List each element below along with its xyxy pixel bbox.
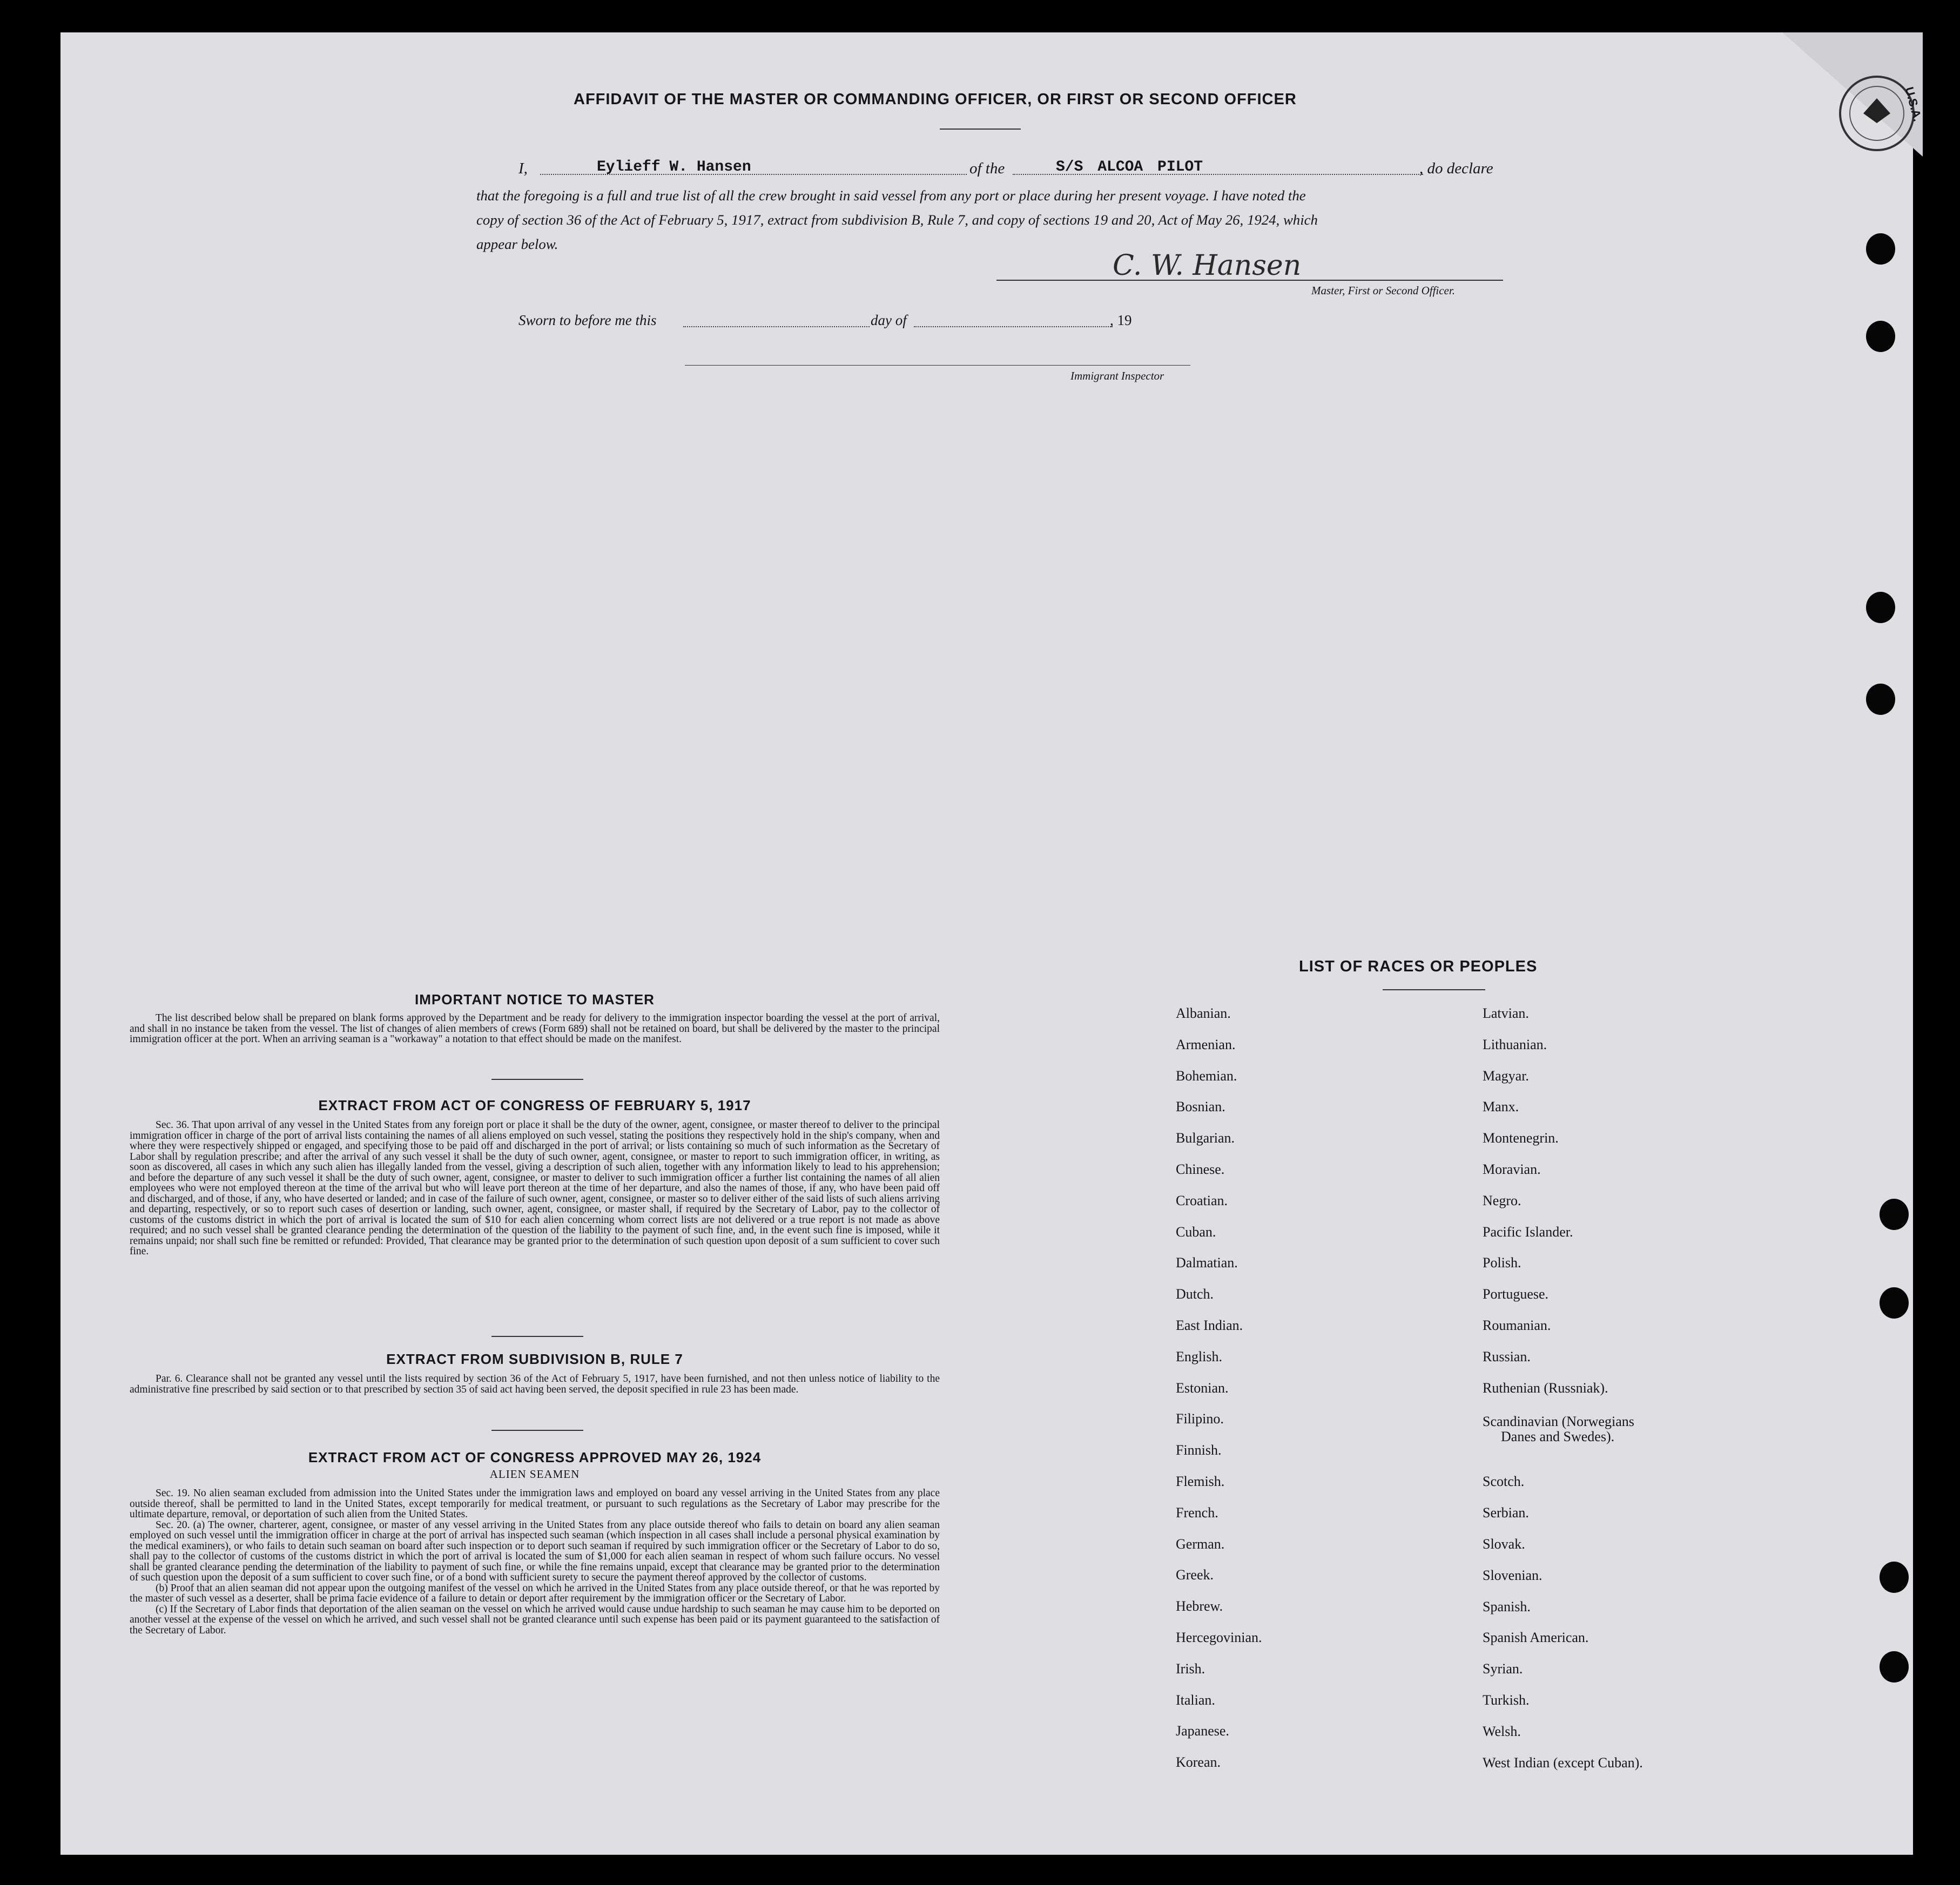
race-item: Chinese. <box>1176 1161 1225 1177</box>
declaration-line-2: copy of section 36 of the Act of February 5, 1917, extract from subdivision B, Rule 7, and copy of sections 19 and 20, Act of May 26, 1924, which <box>476 212 1318 228</box>
race-item: Turkish. <box>1483 1692 1530 1708</box>
race-item: French. <box>1176 1504 1218 1521</box>
races-left-column <box>1176 998 1262 1778</box>
declaration-line-3: appear below. <box>476 236 558 252</box>
race-item: German. <box>1176 1536 1225 1552</box>
race-item: West Indian (except Cuban). <box>1483 1754 1643 1771</box>
act-1917-paragraph: Sec. 36. That upon arrival of any vessel in the United States from any foreign port or place it shall be the duty of the owner, agent, consignee, or master thereof to deliver to the principal immigration officer in charge of the port of arrival lists containing the names of all aliens employed on such vessel, stating the positions they respectively hold in the ship's company, when and where they were respectively shipped or engaged, and specifying those to be paid off and discharged in the port of arrival; or lists containing so much of such information as the Secretary of Labor shall by regulation prescribe; and after the arrival of any such vessel it shall be the duty of such owner, agent, consignee, or master to report to such immigration officer, in writing, as soon as discovered, all cases in which any such alien has illegally landed from the vessel, giving a description of such alien, together with any information likely to lead to his apprehension; and before the departure of any such vessel it shall be the duty of such owner, agent, consignee, or master to deliver to such immigration officer a further list containing the names of all alien employees who were not employed thereon at the time of the arrival but who will leave port thereon at the time of her departure, and also the names of those, if any, who have been paid off and discharged, and of those, if any, who have deserted or landed; and in case of the failure of such owner, agent, consignee, or master so to deliver either of the said lists of such aliens arriving and departing, respectively, or so to report such cases of desertion or landing, such owner, agent, consignee, or master shall, if required by the Secretary of Labor, pay to the collector of customs of the customs district in which the port of arrival is located the sum of $10 for each alien concerning whom correct lists are not delivered or a true report is not made as above required; and no such vessel shall be granted clearance pending the determination of the question of the liability to the payment of such fine, and, in the event such fine is imposed, while it remains unpaid; nor shall such fine be remitted or refunded: Provided, That clearance may be granted prior to the determination of such question upon deposit of a sum sufficient to cover such fine. <box>130 1119 940 1257</box>
race-item: Bosnian. <box>1176 1099 1225 1115</box>
sworn-month-line <box>914 326 1113 327</box>
race-item: Magyar. <box>1483 1068 1529 1084</box>
inspector-caption: Immigrant Inspector <box>1070 369 1164 382</box>
sworn-day-line <box>683 326 870 327</box>
divider-1 <box>491 1079 583 1080</box>
race-item: Bulgarian. <box>1176 1130 1235 1146</box>
race-item: Bohemian. <box>1176 1068 1237 1084</box>
act-1924-title: EXTRACT FROM ACT OF CONGRESS APPROVED MAY 26, 1924 <box>308 1449 762 1465</box>
race-item: Pacific Islander. <box>1483 1224 1573 1240</box>
race-item: Montenegrin. <box>1483 1130 1559 1146</box>
punch-hole <box>1880 1287 1909 1319</box>
year-label: , 19 <box>1110 312 1132 328</box>
race-item: Spanish American. <box>1483 1630 1589 1646</box>
race-item: Estonian. <box>1176 1380 1229 1396</box>
sec-20b-paragraph: (b) Proof that an alien seaman did not appear upon the outgoing manifest of the vessel on which he arrived in the United States from any place outside thereof, or that he was reported by the master of such vessel as a deserter, shall be prima facie evidence of a failure to detain or deport after requirement by the immigration officer or the Secretary of Labor. <box>130 1582 940 1604</box>
punch-hole <box>1866 684 1895 715</box>
race-item: Slovenian. <box>1483 1567 1543 1583</box>
divider-3 <box>491 1430 583 1431</box>
rule-7-title: EXTRACT FROM SUBDIVISION B, RULE 7 <box>386 1351 683 1367</box>
races-divider <box>1383 989 1485 990</box>
race-item: East Indian. <box>1176 1317 1243 1333</box>
master-name-field: Eylieff W. Hansen <box>597 159 751 175</box>
day-of-label: day of <box>871 312 907 328</box>
race-item: Hercegovinian. <box>1176 1629 1262 1645</box>
race-item: Korean. <box>1176 1754 1221 1771</box>
punch-hole <box>1866 592 1895 623</box>
punch-hole <box>1866 321 1895 352</box>
race-item: Welsh. <box>1483 1723 1521 1739</box>
race-item: Scandinavian (Norwegians <box>1483 1414 1634 1430</box>
title-divider <box>940 129 1021 130</box>
divider-2 <box>491 1336 583 1337</box>
i-label: I, <box>518 160 528 177</box>
punch-hole <box>1866 233 1895 265</box>
race-item: Syrian. <box>1483 1661 1523 1677</box>
stamp-seal-icon <box>1782 32 1923 157</box>
signature-line <box>996 280 1503 281</box>
act-1924-text <box>130 1488 940 1636</box>
races-right-column <box>1483 998 1643 1778</box>
rule-7-text <box>130 1374 940 1395</box>
race-item: Polish. <box>1483 1255 1521 1271</box>
race-item: Irish. <box>1176 1660 1205 1677</box>
act-1917-title: EXTRACT FROM ACT OF CONGRESS OF FEBRUARY 5, 1917 <box>318 1097 751 1113</box>
race-item: Moravian. <box>1483 1161 1541 1177</box>
act-1917-text <box>130 1120 940 1257</box>
race-item: English. <box>1176 1348 1222 1364</box>
race-item: Albanian. <box>1176 1005 1231 1021</box>
inspector-signature-line <box>685 365 1190 366</box>
race-item: Italian. <box>1176 1692 1215 1708</box>
race-item: Spanish. <box>1483 1598 1531 1614</box>
race-item: Manx. <box>1483 1099 1519 1115</box>
race-item: Portuguese. <box>1483 1286 1549 1302</box>
race-item: Slovak. <box>1483 1536 1525 1552</box>
do-declare-label: , do declare <box>1419 160 1493 177</box>
stamp-text: U.S.A. <box>1902 85 1925 123</box>
race-item: Armenian. <box>1176 1036 1236 1052</box>
race-item: Danes and Swedes). <box>1501 1429 1615 1445</box>
race-item: Finnish. <box>1176 1442 1222 1458</box>
race-item: Japanese. <box>1176 1723 1229 1739</box>
act-1924-subtitle: ALIEN SEAMEN <box>489 1468 580 1481</box>
race-item: Ruthenian (Russniak). <box>1483 1380 1608 1396</box>
corner-stamp <box>1782 32 1923 157</box>
race-item: Latvian. <box>1483 1005 1529 1021</box>
race-item: Negro. <box>1483 1192 1521 1208</box>
sec-20a-paragraph: Sec. 20. (a) The owner, charterer, agent, consignee, or master of any vessel arriving in the United States from any place outside thereof who fails to detain on board any alien seaman employed on such vessel until the immigration officer in charge at the port of arrival has inspected such seaman (which inspection in all cases shall include a personal physical examination by the medical examiners), or who fails to detain such seaman on board after such inspection or to deport such seaman if required by such immigration officer or the Secretary of Labor to do so, shall pay to the collector of customs of the customs district in which the port of arrival is located the sum of $1,000 for each alien seaman in respect of whom such failure occurs. No vessel shall be granted clearance pending the determination of the liability to payment of such fine, or while the fine remains unpaid, except that clearance may be granted prior to the determination of such question upon the deposit of a sum sufficient to cover such fine, or of a bond with sufficient surety to secure the payment thereof approved by the collector of customs. <box>130 1519 940 1583</box>
race-item: Cuban. <box>1176 1224 1216 1240</box>
race-item: Roumanian. <box>1483 1317 1551 1333</box>
race-item: Flemish. <box>1176 1473 1225 1489</box>
race-item: Dalmatian. <box>1176 1255 1238 1271</box>
race-item: Dutch. <box>1176 1286 1214 1302</box>
race-item: Croatian. <box>1176 1192 1228 1208</box>
sec-19-paragraph: Sec. 19. No alien seaman excluded from admission into the United States under the immigration laws and employed on board any vessel arriving in the United States from any place outside thereof, shall be permitted to land in the United States, except temporarily for medical treatment, or pursuant to such regulations as the Secretary of Labor may prescribe for the ultimate departure, removal, or deportation of such alien from the United States. <box>130 1488 940 1520</box>
affidavit-title: AFFIDAVIT OF THE MASTER OR COMMANDING OFFICER, OR FIRST OR SECOND OFFICER <box>574 91 1297 108</box>
race-item: Hebrew. <box>1176 1598 1223 1614</box>
of-the-label: of the <box>969 160 1005 177</box>
race-item: Filipino. <box>1176 1411 1224 1427</box>
race-item: Russian. <box>1483 1348 1531 1364</box>
rule-7-paragraph: Par. 6. Clearance shall not be granted any vessel until the lists required by section 36 of the Act of February 5, 1917, have been furnished, and not then unless notice of liability to the administrative fine prescribed by said section or to that prescribed by section 35 of said act having been served, the deposit specified in rule 23 has been made. <box>130 1373 940 1395</box>
race-item: Greek. <box>1176 1567 1214 1583</box>
notice-paragraph: The list described below shall be prepared on blank forms approved by the Department and be ready for delivery to the immigration inspector boarding the vessel at the port of arrival, and shall in no instance be taken from the vessel. The list of changes of alien members of crews (Form 689) shall not be retained on board, but shall be delivered by the master to the principal immigration officer at the port. When an arriving seaman is a "workaway" a notation to that effect should be made on the manifest. <box>130 1012 940 1045</box>
punch-hole <box>1880 1562 1909 1593</box>
vessel-name-field: S/S ALCOA PILOT <box>1056 159 1203 175</box>
master-signature: C. W. Hansen <box>1113 249 1302 282</box>
punch-hole <box>1880 1651 1909 1683</box>
race-item: Scotch. <box>1483 1474 1525 1490</box>
notice-title: IMPORTANT NOTICE TO MASTER <box>415 991 655 1008</box>
sworn-label: Sworn to before me this <box>518 312 657 328</box>
race-item: Lithuanian. <box>1483 1036 1547 1052</box>
races-title: LIST OF RACES OR PEOPLES <box>1299 958 1538 975</box>
punch-hole <box>1880 1199 1909 1230</box>
signature-caption: Master, First or Second Officer. <box>1311 284 1455 297</box>
notice-text <box>130 1013 940 1045</box>
declaration-line-1: that the foregoing is a full and true list of all the crew brought in said vessel from any port or place during her present voyage. I have noted the <box>476 187 1306 204</box>
sec-20c-paragraph: (c) If the Secretary of Labor finds that deportation of the alien seaman on the vessel on which he arrived would cause undue hardship to such seaman he may cause him to be deported on another vessel at the expense of the vessel on which he arrived, and such vessel shall not be granted clearance until such expense has been paid or its payment guaranteed to the satisfaction of the Secretary of Labor. <box>130 1603 940 1636</box>
race-item: Serbian. <box>1483 1505 1529 1521</box>
